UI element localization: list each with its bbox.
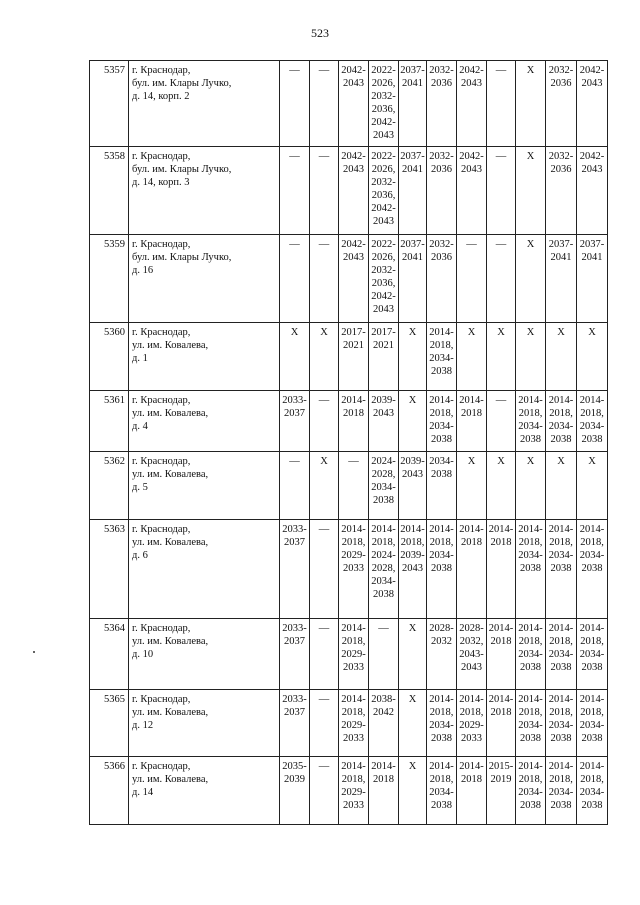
repair-period-cell: X xyxy=(577,452,608,520)
repair-period-cell: X xyxy=(516,452,546,520)
page-number: 523 xyxy=(311,26,329,40)
repair-period-cell: 2032- 2036 xyxy=(427,147,457,235)
repair-period-cell: 2042- 2043 xyxy=(457,61,487,147)
repair-period-cell: X xyxy=(577,323,608,391)
repair-period-cell: — xyxy=(339,452,369,520)
record-number: 5359 xyxy=(90,235,129,323)
repair-period-cell: 2014- 2018, 2034- 2038 xyxy=(577,619,608,690)
repair-period-cell: 2038- 2042 xyxy=(369,690,399,757)
repair-period-cell: — xyxy=(487,235,516,323)
repair-period-cell: X xyxy=(546,452,577,520)
repair-period-cell: 2014- 2018, 2034- 2038 xyxy=(516,619,546,690)
repair-period-cell: X xyxy=(487,323,516,391)
repair-period-cell: 2032- 2036 xyxy=(427,61,457,147)
repair-period-cell: 2014- 2018, 2034- 2038 xyxy=(516,391,546,452)
repair-period-cell: 2042- 2043 xyxy=(577,147,608,235)
repair-period-cell: — xyxy=(280,61,310,147)
repair-period-cell: — xyxy=(310,690,339,757)
repair-period-cell: 2042- 2043 xyxy=(577,61,608,147)
repair-period-cell: 2014- 2018, 2034- 2038 xyxy=(577,391,608,452)
repair-period-cell: — xyxy=(369,619,399,690)
building-address: г. Краснодар, ул. им. Ковалева, д. 4 xyxy=(129,391,280,452)
repair-period-cell: 2014- 2018, 2034- 2038 xyxy=(516,757,546,825)
repair-period-cell: X xyxy=(310,323,339,391)
repair-period-cell: 2028- 2032, 2043- 2043 xyxy=(457,619,487,690)
repair-period-cell: 2039- 2043 xyxy=(399,452,427,520)
repair-period-cell: 2014- 2018, 2034- 2038 xyxy=(427,323,457,391)
repair-period-cell: 2014- 2018, 2034- 2038 xyxy=(546,757,577,825)
table-row xyxy=(90,619,608,690)
table-row xyxy=(90,391,608,452)
repair-period-cell: — xyxy=(280,452,310,520)
repair-period-cell: — xyxy=(487,61,516,147)
repair-period-cell: — xyxy=(487,147,516,235)
repair-period-cell: X xyxy=(399,391,427,452)
building-address: г. Краснодар, ул. им. Ковалева, д. 10 xyxy=(129,619,280,690)
repair-period-cell: X xyxy=(280,323,310,391)
record-number: 5365 xyxy=(90,690,129,757)
repair-period-cell: 2042- 2043 xyxy=(457,147,487,235)
repair-period-cell: 2014- 2018, 2034- 2038 xyxy=(577,520,608,619)
building-address: г. Краснодар, ул. им. Ковалева, д. 14 xyxy=(129,757,280,825)
repair-period-cell: X xyxy=(399,619,427,690)
repair-period-cell: 2014- 2018 xyxy=(457,757,487,825)
repair-period-cell: 2014- 2018, 2024- 2028, 2034- 2038 xyxy=(369,520,399,619)
record-number: 5358 xyxy=(90,147,129,235)
repair-period-cell: 2042- 2043 xyxy=(339,147,369,235)
repair-period-cell: 2014- 2018 xyxy=(457,391,487,452)
table-row xyxy=(90,520,608,619)
capital-repair-schedule-table xyxy=(89,60,608,825)
repair-period-cell: 2032- 2036 xyxy=(546,61,577,147)
record-number: 5361 xyxy=(90,391,129,452)
repair-period-cell: 2014- 2018 xyxy=(457,520,487,619)
repair-period-cell: 2032- 2036 xyxy=(427,235,457,323)
repair-period-cell: — xyxy=(310,520,339,619)
repair-period-cell: — xyxy=(310,235,339,323)
table-row xyxy=(90,757,608,825)
repair-period-cell: 2014- 2018 xyxy=(369,757,399,825)
repair-period-cell: — xyxy=(457,235,487,323)
repair-period-cell: 2014- 2018, 2029- 2033 xyxy=(339,520,369,619)
repair-period-cell: 2014- 2018 xyxy=(487,690,516,757)
repair-period-cell: 2033- 2037 xyxy=(280,619,310,690)
repair-period-cell: 2014- 2018, 2039- 2043 xyxy=(399,520,427,619)
repair-period-cell: X xyxy=(457,323,487,391)
repair-period-cell: X xyxy=(487,452,516,520)
repair-period-cell: 2037- 2041 xyxy=(546,235,577,323)
repair-period-cell: 2014- 2018, 2029- 2033 xyxy=(457,690,487,757)
repair-period-cell: 2014- 2018 xyxy=(487,619,516,690)
repair-period-cell: 2014- 2018 xyxy=(487,520,516,619)
repair-period-cell: 2032- 2036 xyxy=(546,147,577,235)
repair-period-cell: 2014- 2018, 2034- 2038 xyxy=(427,757,457,825)
building-address: г. Краснодар, бул. им. Клары Лучко, д. 16 xyxy=(129,235,280,323)
repair-period-cell: 2014- 2018, 2029- 2033 xyxy=(339,690,369,757)
repair-period-cell: 2042- 2043 xyxy=(339,61,369,147)
repair-period-cell: 2034- 2038 xyxy=(427,452,457,520)
repair-period-cell: — xyxy=(280,147,310,235)
table-row xyxy=(90,690,608,757)
repair-period-cell: 2014- 2018, 2029- 2033 xyxy=(339,619,369,690)
table-row xyxy=(90,452,608,520)
repair-period-cell: X xyxy=(399,757,427,825)
repair-period-cell: 2014- 2018 xyxy=(339,391,369,452)
repair-period-cell: 2022- 2026, 2032- 2036, 2042- 2043 xyxy=(369,61,399,147)
repair-period-cell: 2014- 2018, 2034- 2038 xyxy=(427,690,457,757)
building-address: г. Краснодар, ул. им. Ковалева, д. 6 xyxy=(129,520,280,619)
repair-period-cell: 2035- 2039 xyxy=(280,757,310,825)
repair-period-cell: 2028- 2032 xyxy=(427,619,457,690)
repair-period-cell: 2014- 2018, 2034- 2038 xyxy=(546,619,577,690)
scan-speck xyxy=(33,651,35,653)
record-number: 5360 xyxy=(90,323,129,391)
building-address: г. Краснодар, бул. им. Клары Лучко, д. 14, корп. 3 xyxy=(129,147,280,235)
repair-period-cell: — xyxy=(487,391,516,452)
repair-period-cell: 2017- 2021 xyxy=(339,323,369,391)
repair-period-cell: 2037- 2041 xyxy=(399,147,427,235)
repair-period-cell: 2037- 2041 xyxy=(399,61,427,147)
building-address: г. Краснодар, бул. им. Клары Лучко, д. 14, корп. 2 xyxy=(129,61,280,147)
repair-period-cell: X xyxy=(546,323,577,391)
record-number: 5362 xyxy=(90,452,129,520)
repair-period-cell: 2042- 2043 xyxy=(339,235,369,323)
repair-period-cell: 2014- 2018, 2034- 2038 xyxy=(516,520,546,619)
record-number: 5357 xyxy=(90,61,129,147)
repair-period-cell: 2015- 2019 xyxy=(487,757,516,825)
repair-period-cell: — xyxy=(310,619,339,690)
repair-period-cell: — xyxy=(310,61,339,147)
repair-period-cell: — xyxy=(310,757,339,825)
repair-period-cell: 2033- 2037 xyxy=(280,690,310,757)
repair-period-cell: 2037- 2041 xyxy=(577,235,608,323)
repair-period-cell: 2014- 2018, 2034- 2038 xyxy=(427,391,457,452)
repair-period-cell: 2014- 2018, 2034- 2038 xyxy=(546,391,577,452)
repair-period-cell: 2022- 2026, 2032- 2036, 2042- 2043 xyxy=(369,235,399,323)
repair-period-cell: — xyxy=(280,235,310,323)
repair-period-cell: — xyxy=(310,147,339,235)
repair-period-cell: 2039- 2043 xyxy=(369,391,399,452)
repair-period-cell: X xyxy=(399,323,427,391)
record-number: 5363 xyxy=(90,520,129,619)
repair-period-cell: 2014- 2018, 2029- 2033 xyxy=(339,757,369,825)
repair-period-cell: 2014- 2018, 2034- 2038 xyxy=(516,690,546,757)
table-row xyxy=(90,323,608,391)
building-address: г. Краснодар, ул. им. Ковалева, д. 12 xyxy=(129,690,280,757)
repair-period-cell: X xyxy=(516,323,546,391)
repair-period-cell: 2017- 2021 xyxy=(369,323,399,391)
repair-period-cell: 2024- 2028, 2034- 2038 xyxy=(369,452,399,520)
repair-period-cell: 2014- 2018, 2034- 2038 xyxy=(546,520,577,619)
repair-period-cell: 2014- 2018, 2034- 2038 xyxy=(577,757,608,825)
repair-period-cell: X xyxy=(457,452,487,520)
table-row xyxy=(90,235,608,323)
repair-period-cell: 2014- 2018, 2034- 2038 xyxy=(577,690,608,757)
repair-period-cell: X xyxy=(516,61,546,147)
repair-period-cell: 2033- 2037 xyxy=(280,520,310,619)
repair-period-cell: 2014- 2018, 2034- 2038 xyxy=(546,690,577,757)
table-row xyxy=(90,147,608,235)
repair-period-cell: X xyxy=(516,147,546,235)
table-body xyxy=(90,61,608,825)
table-row xyxy=(90,61,608,147)
repair-period-cell: 2033- 2037 xyxy=(280,391,310,452)
repair-period-cell: X xyxy=(516,235,546,323)
building-address: г. Краснодар, ул. им. Ковалева, д. 5 xyxy=(129,452,280,520)
repair-period-cell: 2022- 2026, 2032- 2036, 2042- 2043 xyxy=(369,147,399,235)
record-number: 5366 xyxy=(90,757,129,825)
repair-period-cell: 2037- 2041 xyxy=(399,235,427,323)
building-address: г. Краснодар, ул. им. Ковалева, д. 1 xyxy=(129,323,280,391)
repair-period-cell: X xyxy=(310,452,339,520)
repair-period-cell: 2014- 2018, 2034- 2038 xyxy=(427,520,457,619)
repair-period-cell: X xyxy=(399,690,427,757)
repair-period-cell: — xyxy=(310,391,339,452)
record-number: 5364 xyxy=(90,619,129,690)
